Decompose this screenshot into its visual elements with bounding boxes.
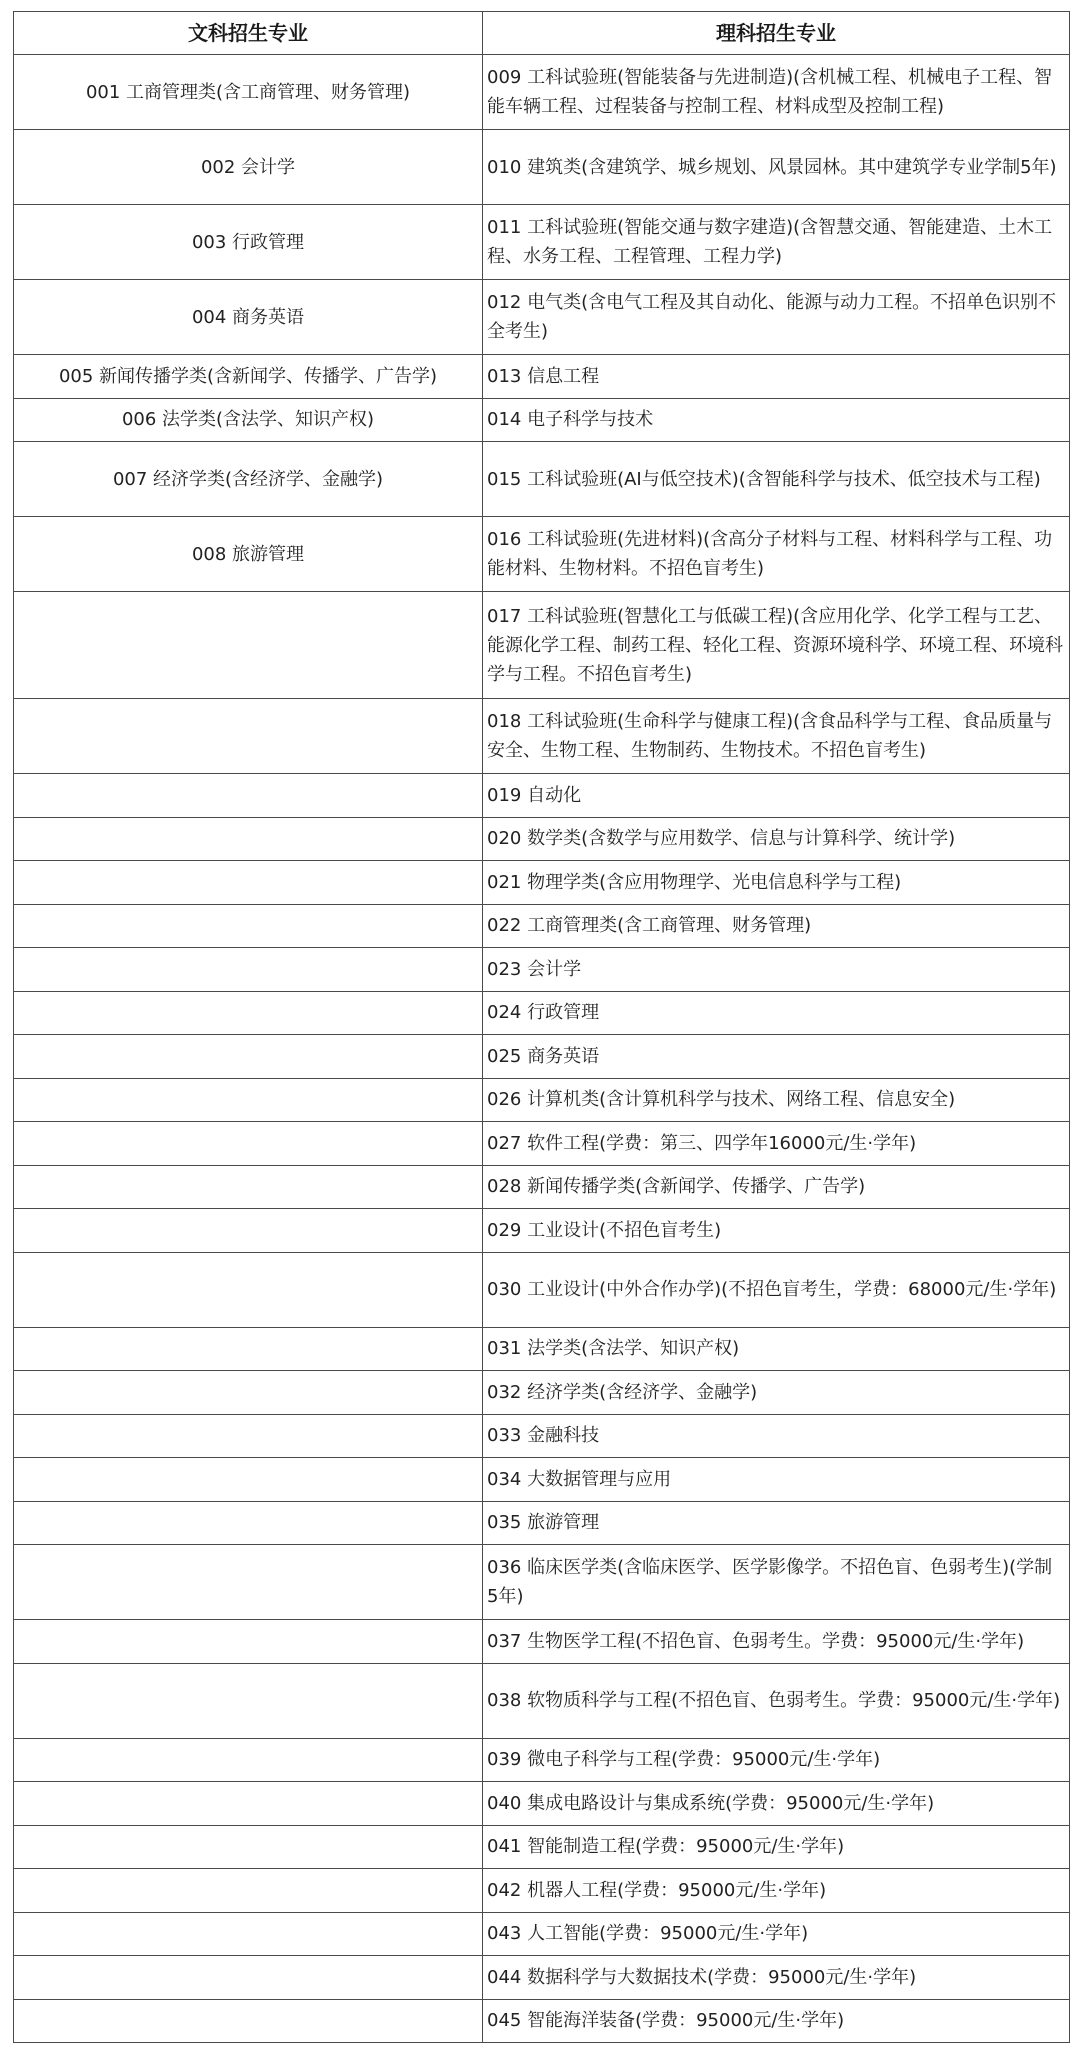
science-major-cell: 033 金融科技: [483, 1414, 1070, 1458]
table-row: [14, 1252, 1070, 1327]
arts-major-cell: [14, 699, 483, 774]
table-row: [14, 1458, 1070, 1502]
science-major-cell: 028 新闻传播学类(含新闻学、传播学、广告学): [483, 1165, 1070, 1209]
table-row: [14, 699, 1070, 774]
table-header-row: [14, 12, 1070, 55]
table-row: [14, 1869, 1070, 1913]
table-row: [14, 355, 1070, 399]
science-major-cell: 039 微电子科学与工程(学费：95000元/生·学年): [483, 1738, 1070, 1782]
table-row: [14, 1999, 1070, 2043]
table-row: [14, 1825, 1070, 1869]
table-row: [14, 1371, 1070, 1415]
science-major-cell: 043 人工智能(学费：95000元/生·学年): [483, 1912, 1070, 1956]
science-major-cell: 036 临床医学类(含临床医学、医学影像学。不招色盲、色弱考生)(学制5年): [483, 1545, 1070, 1620]
arts-major-cell: [14, 1620, 483, 1664]
arts-major-cell: 001 工商管理类(含工商管理、财务管理): [14, 55, 483, 130]
arts-major-cell: [14, 1501, 483, 1545]
science-major-cell: 011 工科试验班(智能交通与数字建造)(含智慧交通、智能建造、土木工程、水务工程、工程管理、工程力学): [483, 205, 1070, 280]
arts-major-cell: [14, 1122, 483, 1166]
table-row: [14, 592, 1070, 699]
science-major-cell: 027 软件工程(学费：第三、四学年16000元/生·学年): [483, 1122, 1070, 1166]
arts-major-cell: [14, 1545, 483, 1620]
arts-major-cell: [14, 861, 483, 905]
table-row: [14, 1912, 1070, 1956]
table-row: [14, 517, 1070, 592]
arts-major-cell: [14, 1869, 483, 1913]
science-major-cell: 021 物理学类(含应用物理学、光电信息科学与工程): [483, 861, 1070, 905]
arts-major-cell: [14, 817, 483, 861]
arts-major-cell: [14, 1327, 483, 1371]
science-major-cell: 015 工科试验班(AI与低空技术)(含智能科学与技术、低空技术与工程): [483, 442, 1070, 517]
majors-table: [13, 11, 1070, 2043]
science-major-cell: 037 生物医学工程(不招色盲、色弱考生。学费：95000元/生·学年): [483, 1620, 1070, 1664]
arts-major-cell: 003 行政管理: [14, 205, 483, 280]
science-major-cell: 023 会计学: [483, 948, 1070, 992]
table-row: [14, 1501, 1070, 1545]
arts-major-cell: 007 经济学类(含经济学、金融学): [14, 442, 483, 517]
arts-major-cell: [14, 1078, 483, 1122]
arts-major-cell: [14, 1956, 483, 2000]
table-row: [14, 1782, 1070, 1826]
table-row: [14, 1663, 1070, 1738]
table-row: [14, 205, 1070, 280]
table-row: [14, 1122, 1070, 1166]
science-major-cell: 013 信息工程: [483, 355, 1070, 399]
arts-major-cell: [14, 948, 483, 992]
table-row: [14, 904, 1070, 948]
table-row: [14, 55, 1070, 130]
table-row: [14, 1545, 1070, 1620]
science-major-cell: 024 行政管理: [483, 991, 1070, 1035]
science-major-cell: 044 数据科学与大数据技术(学费：95000元/生·学年): [483, 1956, 1070, 2000]
science-major-cell: 009 工科试验班(智能装备与先进制造)(含机械工程、机械电子工程、智能车辆工程、过程装备与控制工程、材料成型及控制工程): [483, 55, 1070, 130]
table-row: [14, 817, 1070, 861]
arts-major-cell: [14, 1165, 483, 1209]
arts-major-cell: [14, 1371, 483, 1415]
table-row: [14, 280, 1070, 355]
science-major-cell: 019 自动化: [483, 774, 1070, 818]
science-major-cell: 030 工业设计(中外合作办学)(不招色盲考生，学费：68000元/生·学年): [483, 1252, 1070, 1327]
arts-majors-header: 文科招生专业: [14, 12, 483, 55]
table-row: [14, 774, 1070, 818]
science-major-cell: 016 工科试验班(先进材料)(含高分子材料与工程、材料科学与工程、功能材料、生物材料。不招色盲考生): [483, 517, 1070, 592]
table-row: [14, 1078, 1070, 1122]
arts-major-cell: 004 商务英语: [14, 280, 483, 355]
arts-major-cell: [14, 1663, 483, 1738]
table-row: [14, 1327, 1070, 1371]
arts-major-cell: [14, 1738, 483, 1782]
arts-major-cell: [14, 991, 483, 1035]
table-row: [14, 861, 1070, 905]
science-major-cell: 031 法学类(含法学、知识产权): [483, 1327, 1070, 1371]
science-major-cell: 010 建筑类(含建筑学、城乡规划、风景园林。其中建筑学专业学制5年): [483, 130, 1070, 205]
science-major-cell: 012 电气类(含电气工程及其自动化、能源与动力工程。不招单色识别不全考生): [483, 280, 1070, 355]
table-row: [14, 948, 1070, 992]
science-major-cell: 018 工科试验班(生命科学与健康工程)(含食品科学与工程、食品质量与安全、生物工程、生物制药、生物技术。不招色盲考生): [483, 699, 1070, 774]
science-majors-header: 理科招生专业: [483, 12, 1070, 55]
table-row: [14, 1209, 1070, 1253]
science-major-cell: 029 工业设计(不招色盲考生): [483, 1209, 1070, 1253]
arts-major-cell: [14, 774, 483, 818]
arts-major-cell: 006 法学类(含法学、知识产权): [14, 398, 483, 442]
table-row: [14, 1738, 1070, 1782]
science-major-cell: 022 工商管理类(含工商管理、财务管理): [483, 904, 1070, 948]
science-major-cell: 038 软物质科学与工程(不招色盲、色弱考生。学费：95000元/生·学年): [483, 1663, 1070, 1738]
arts-major-cell: [14, 1999, 483, 2043]
arts-major-cell: [14, 1825, 483, 1869]
arts-major-cell: [14, 1912, 483, 1956]
arts-major-cell: [14, 1782, 483, 1826]
science-major-cell: 035 旅游管理: [483, 1501, 1070, 1545]
arts-major-cell: [14, 1035, 483, 1079]
table-row: [14, 1035, 1070, 1079]
arts-major-cell: 005 新闻传播学类(含新闻学、传播学、广告学): [14, 355, 483, 399]
science-major-cell: 032 经济学类(含经济学、金融学): [483, 1371, 1070, 1415]
table-row: [14, 991, 1070, 1035]
science-major-cell: 025 商务英语: [483, 1035, 1070, 1079]
arts-major-cell: [14, 1414, 483, 1458]
science-major-cell: 014 电子科学与技术: [483, 398, 1070, 442]
science-major-cell: 042 机器人工程(学费：95000元/生·学年): [483, 1869, 1070, 1913]
table-row: [14, 1165, 1070, 1209]
table-row: [14, 1414, 1070, 1458]
science-major-cell: 017 工科试验班(智慧化工与低碳工程)(含应用化学、化学工程与工艺、能源化学工程、制药工程、轻化工程、资源环境科学、环境工程、环境科学与工程。不招色盲考生): [483, 592, 1070, 699]
arts-major-cell: 002 会计学: [14, 130, 483, 205]
table-row: [14, 1956, 1070, 2000]
arts-major-cell: [14, 1458, 483, 1502]
arts-major-cell: [14, 904, 483, 948]
science-major-cell: 020 数学类(含数学与应用数学、信息与计算科学、统计学): [483, 817, 1070, 861]
table-row: [14, 1620, 1070, 1664]
table-row: [14, 442, 1070, 517]
table-row: [14, 130, 1070, 205]
science-major-cell: 034 大数据管理与应用: [483, 1458, 1070, 1502]
arts-major-cell: [14, 1252, 483, 1327]
science-major-cell: 045 智能海洋装备(学费：95000元/生·学年): [483, 1999, 1070, 2043]
science-major-cell: 041 智能制造工程(学费：95000元/生·学年): [483, 1825, 1070, 1869]
arts-major-cell: 008 旅游管理: [14, 517, 483, 592]
science-major-cell: 026 计算机类(含计算机科学与技术、网络工程、信息安全): [483, 1078, 1070, 1122]
arts-major-cell: [14, 592, 483, 699]
table-row: [14, 398, 1070, 442]
arts-major-cell: [14, 1209, 483, 1253]
science-major-cell: 040 集成电路设计与集成系统(学费：95000元/生·学年): [483, 1782, 1070, 1826]
majors-table-container: [13, 11, 1069, 2043]
